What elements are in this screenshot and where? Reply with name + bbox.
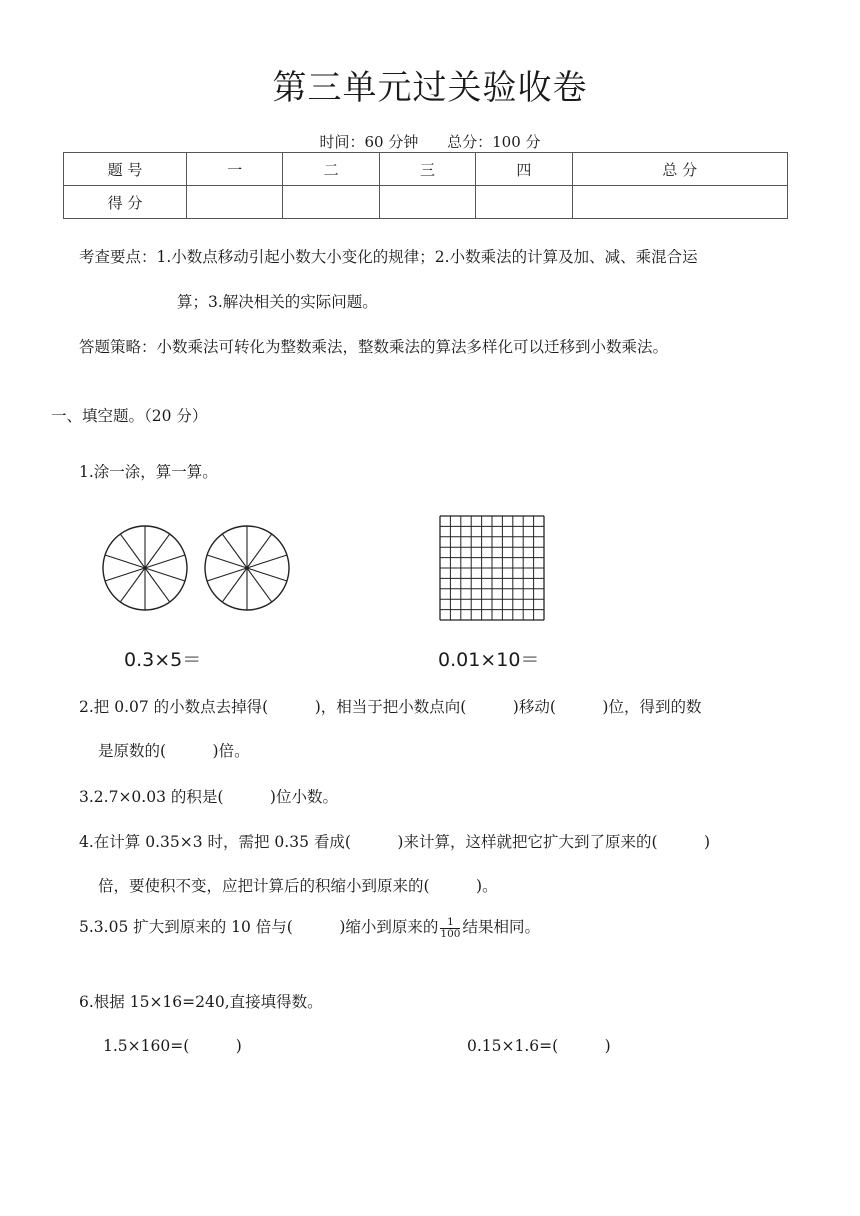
score-row-label: 得 分 xyxy=(64,186,187,219)
sector-line xyxy=(222,534,247,568)
q1-text: 1.涂一涂，算一算。 xyxy=(79,463,218,481)
sector-line xyxy=(247,555,287,568)
sector-line xyxy=(207,568,247,581)
q2-line1: 2.把 0.07 的小数点去掉得( )，相当于把小数点向( )移动( )位，得到的数 xyxy=(79,698,702,716)
sector-line xyxy=(247,568,287,581)
fraction xyxy=(440,917,460,940)
hundred-grid xyxy=(440,516,544,620)
q5-text xyxy=(79,915,540,940)
score-table-header-cell: 二 xyxy=(283,153,379,186)
fraction-denominator: 100 xyxy=(440,927,461,940)
fraction-numerator: 1 xyxy=(440,917,460,929)
score-table-header-cell: 一 xyxy=(187,153,283,186)
q6-right: 0.15×1.6=( ) xyxy=(467,1037,611,1055)
q5-after: 结果相同。 xyxy=(462,918,540,936)
sector-line xyxy=(207,555,247,568)
key-points-line2: 算；3.解决相关的实际问题。 xyxy=(177,293,378,311)
score-table-header-cell: 三 xyxy=(379,153,475,186)
sector-line xyxy=(247,534,272,568)
q4-line1: 4.在计算 0.35×3 时，需把 0.35 看成( )来计算，这样就把它扩大到了原来的( ) xyxy=(79,833,711,851)
q1-expression-left: 0.3×5＝ xyxy=(124,649,202,671)
sector-line xyxy=(145,555,185,568)
sector-line xyxy=(120,534,145,568)
q5-before: 5.3.05 扩大到原来的 10 倍与( )缩小到原来的 xyxy=(79,918,439,936)
strategy: 答题策略：小数乘法可转化为整数乘法，整数乘法的算法多样化可以迁移到小数乘法。 xyxy=(79,338,669,356)
q6-left: 1.5×160=( ) xyxy=(103,1037,242,1055)
sector-line xyxy=(145,568,185,581)
q6-text: 6.根据 15×16=240,直接填得数。 xyxy=(79,993,323,1011)
q2-line2: 是原数的( )倍。 xyxy=(98,742,250,760)
circle-group xyxy=(103,526,289,610)
sector-line xyxy=(145,534,170,568)
sector-line xyxy=(247,568,272,602)
page-title: 第三单元过关验收卷 xyxy=(272,68,588,108)
sector-line xyxy=(120,568,145,602)
key-points-line1: 考查要点：1.小数点移动引起小数大小变化的规律；2.小数乘法的计算及加、减、乘混合运 xyxy=(79,248,698,266)
sector-line xyxy=(105,555,145,568)
exam-time: 时间：60 分钟 xyxy=(319,133,419,151)
sector-line xyxy=(105,568,145,581)
sector-line xyxy=(222,568,247,602)
q3-text: 3.2.7×0.03 的积是( )位小数。 xyxy=(79,788,338,806)
section1-heading: 一、填空题。（20 分） xyxy=(51,407,208,425)
exam-total-score: 总分：100 分 xyxy=(447,133,541,151)
score-table-header-cell: 四 xyxy=(476,153,572,186)
score-table-header-cell: 总 分 xyxy=(572,153,787,186)
q4-line2: 倍，要使积不变，应把计算后的积缩小到原来的( )。 xyxy=(98,877,498,895)
sector-line xyxy=(145,568,170,602)
score-table-header-cell: 题 号 xyxy=(64,153,187,186)
q1-expression-right: 0.01×10＝ xyxy=(438,649,540,671)
